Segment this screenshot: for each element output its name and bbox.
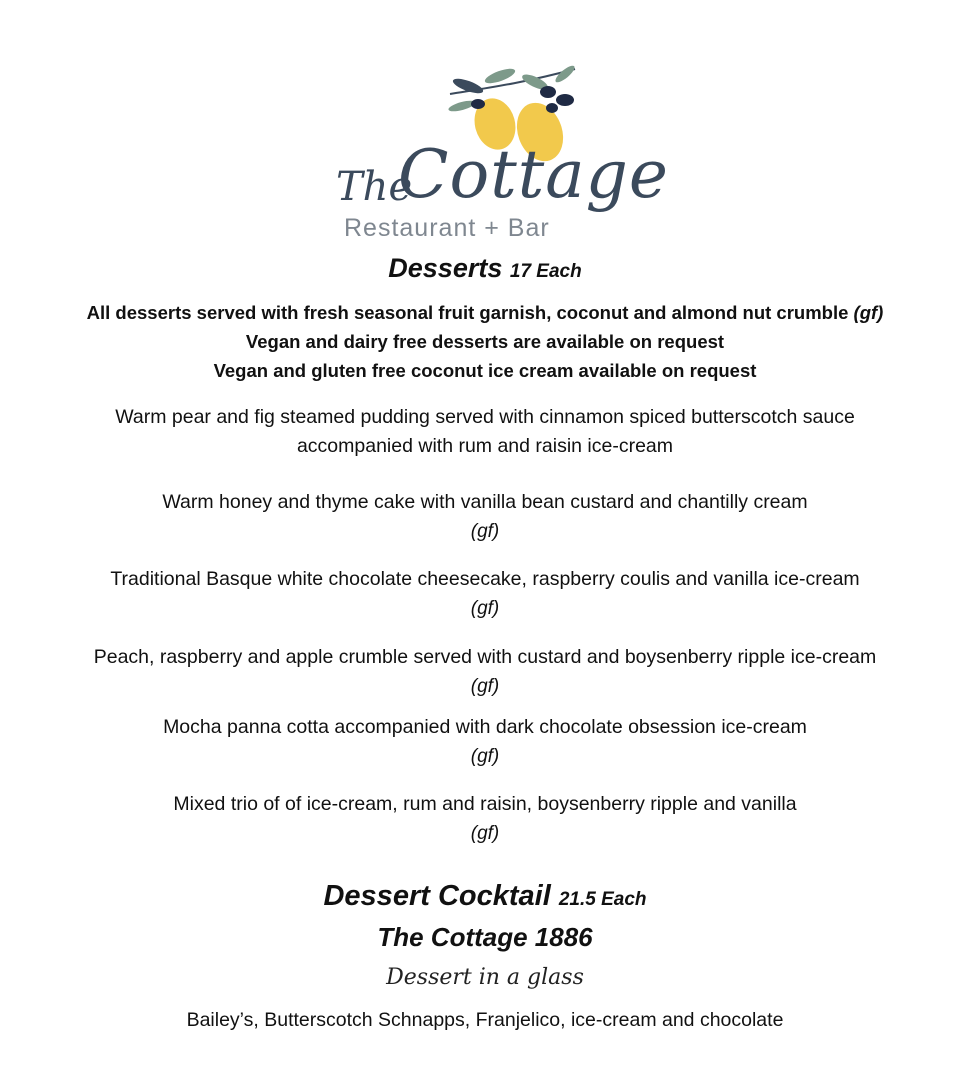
dessert-item [0,713,970,771]
item-description: Traditional Basque white chocolate cheesecake, raspberry coulis and vanilla ice-cream [110,568,860,590]
logo-cottage: Cottage [398,136,669,213]
item-description: Warm pear and fig steamed pudding served with cinnamon spiced butterscotch sauce [115,406,855,428]
dessert-item [0,790,970,848]
logo [330,64,669,244]
dessert-item [0,565,970,623]
item-description: Mocha panna cotta accompanied with dark chocolate obsession ice-cream [163,716,807,738]
cocktail-name: The Cottage 1886 [377,922,593,952]
desserts-price: 17 Each [509,261,582,282]
logo-the: The [336,164,413,210]
item-description: Warm honey and thyme cake with vanilla bean custard and chantilly cream [162,491,808,513]
cocktail-price: 21.5 Each [558,889,647,910]
cocktail-title: Dessert Cocktail [323,880,551,912]
gf-tag: (gf) [470,676,500,697]
item-description: accompanied with rum and raisin ice-cream [296,435,674,457]
cocktail-tagline: Dessert in a glass [386,965,584,990]
intro-line: All desserts served with fresh seasonal fruit garnish, coconut and almond nut crumble (gf) [86,302,884,323]
desserts-heading [0,253,970,284]
gf-tag: (gf) [470,521,500,542]
desserts-title: Desserts [388,253,503,283]
cocktail-heading [0,880,970,913]
gf-tag: (gf) [470,746,500,767]
intro-line: Vegan and gluten free coconut ice cream available on request [213,360,757,381]
gf-tag: (gf) [470,598,500,619]
dessert-item [0,643,970,701]
intro-line: Vegan and dairy free desserts are available on request [245,331,725,352]
desserts-intro [0,298,970,385]
dessert-item [0,403,970,461]
cocktail-ingredients: Bailey’s, Butterscotch Schnapps, Franjelico, ice-cream and chocolate [186,1009,784,1031]
item-description: Mixed trio of of ice-cream, rum and raisin, boysenberry ripple and vanilla [173,793,797,815]
item-description: Peach, raspberry and apple crumble served with custard and boysenberry ripple ice-cream [93,646,877,668]
logo-subtitle: Restaurant + Bar [344,214,550,242]
gf-tag: (gf) [470,823,500,844]
dessert-item [0,488,970,546]
